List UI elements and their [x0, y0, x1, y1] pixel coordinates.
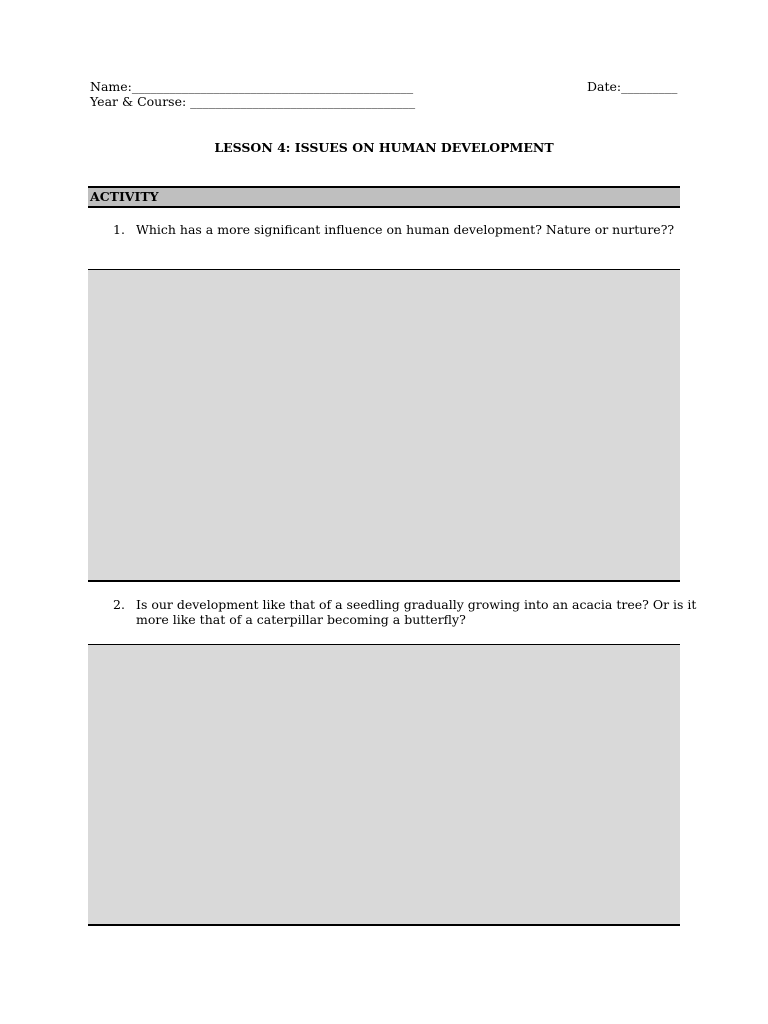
lesson-title: LESSON 4: ISSUES ON HUMAN DEVELOPMENT	[214, 140, 554, 155]
question-number: 1.	[113, 222, 125, 237]
activity-label: ACTIVITY	[90, 189, 159, 204]
question-1	[113, 222, 693, 252]
answer-box-1[interactable]	[88, 269, 680, 582]
year-course-field[interactable]: Year & Course: ____________________________________	[90, 94, 416, 109]
date-field[interactable]: Date:_________	[587, 79, 678, 94]
activity-header-bar	[88, 186, 680, 208]
question-text: Which has a more significant influence on human development? Nature or nurture??	[136, 222, 675, 237]
name-field[interactable]: Name:_____________________________________________	[90, 79, 414, 94]
answer-box-2[interactable]	[88, 644, 680, 926]
question-text: Is our development like that of a seedling gradually growing into an acacia tree? Or is it more like that of a caterpillar becoming a butterfly?	[136, 597, 697, 627]
question-2	[113, 597, 697, 629]
question-number: 2.	[113, 597, 125, 612]
